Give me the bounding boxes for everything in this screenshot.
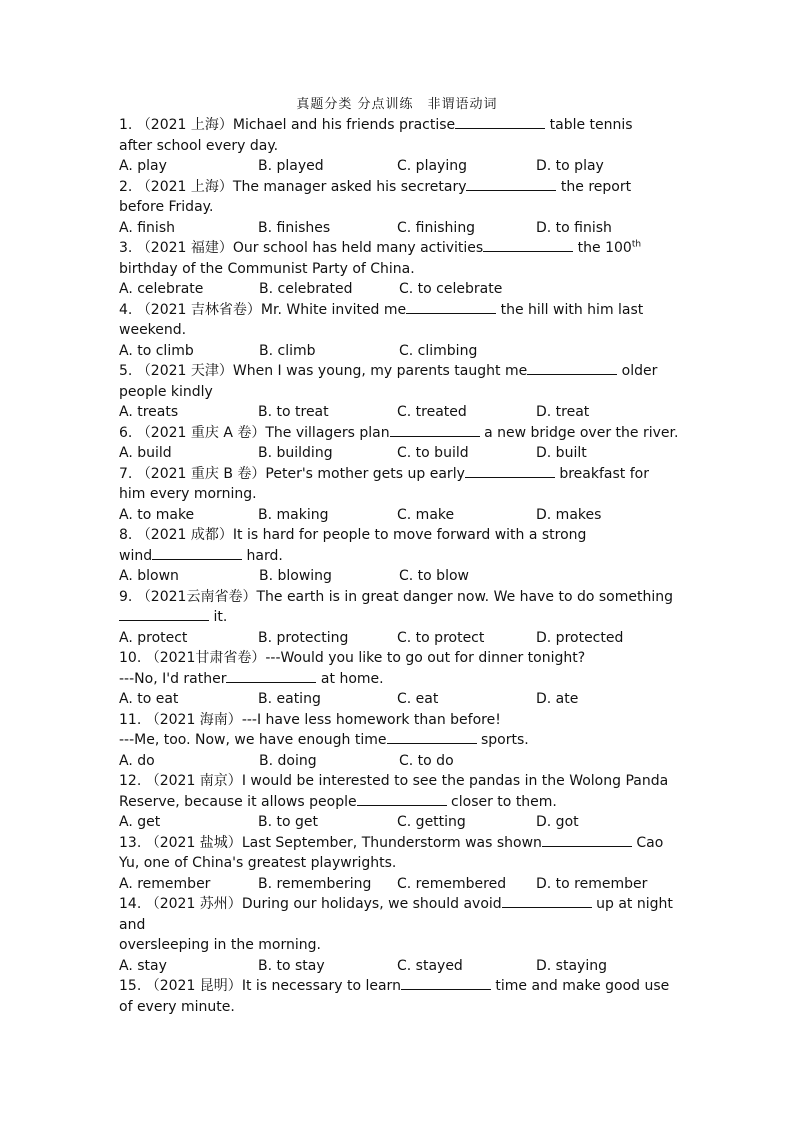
question-source: （2021 福建） (136, 240, 233, 256)
answer-option[interactable]: B. making (258, 506, 329, 523)
answer-blank[interactable] (465, 465, 555, 478)
question-source: （2021 重庆 A 卷） (136, 424, 266, 441)
question-number: 1. (119, 117, 137, 133)
answer-option[interactable]: B. remembering (258, 875, 372, 892)
question-text: ---Me, too. Now, we have enough time (119, 732, 387, 748)
question-number: 2. (119, 178, 137, 195)
question-item (119, 648, 675, 710)
question-text: breakfast for (554, 465, 649, 482)
answer-option[interactable]: A. to eat (119, 691, 179, 707)
question-source: （2021 海南） (145, 711, 242, 728)
question-text: the hill with him last (496, 301, 644, 318)
answer-option[interactable]: C. remembered (397, 875, 507, 892)
question-text: The villagers plan (265, 424, 390, 441)
question-text: at home. (316, 670, 384, 687)
question-continuation (119, 546, 675, 567)
question-continuation (119, 197, 675, 218)
answer-option[interactable]: C. climbing (399, 342, 478, 359)
question-number: 3. (119, 240, 137, 256)
question-source: （2021 上海） (136, 178, 233, 195)
question-text: I would be interested to see the pandas in the Wolong Panda (241, 773, 669, 789)
answer-option[interactable]: A. do (119, 752, 155, 769)
answer-option[interactable]: B. finishes (258, 219, 331, 236)
answer-blank[interactable] (357, 793, 447, 806)
answer-option[interactable]: C. make (397, 506, 455, 523)
answer-blank[interactable] (119, 608, 209, 621)
question-text: Cao (631, 834, 664, 851)
question-text: the 100 (573, 240, 632, 256)
question-item (119, 177, 675, 239)
options-row (119, 812, 675, 833)
question-first-line (119, 238, 675, 259)
answer-blank[interactable] (226, 670, 316, 683)
options-row (119, 341, 675, 362)
question-text: sports. (476, 732, 529, 748)
question-text: Michael and his friends practise (232, 117, 456, 133)
options-row (119, 218, 675, 239)
answer-option[interactable]: D. staying (536, 957, 607, 974)
question-item (119, 587, 675, 649)
question-text: him every morning. (119, 486, 257, 502)
options-row (119, 279, 675, 300)
answer-option[interactable]: D. treat (536, 404, 590, 420)
answer-option[interactable]: B. doing (259, 752, 317, 769)
answer-option[interactable]: B. protecting (258, 629, 349, 646)
question-first-line (119, 525, 675, 546)
question-number: 11. (119, 711, 146, 728)
question-text: ---I have less homework than before! (241, 711, 501, 728)
worksheet-content (119, 95, 679, 1017)
question-text: people kindly (119, 383, 213, 400)
answer-option[interactable]: A. stay (119, 957, 167, 974)
question-first-line (119, 115, 675, 136)
answer-option[interactable]: C. playing (397, 158, 467, 174)
question-continuation (119, 853, 675, 874)
question-number: 4. (119, 301, 137, 318)
question-text: Mr. White invited me (260, 301, 407, 318)
question-source: （2021云南省卷） (136, 588, 257, 605)
question-item (119, 710, 675, 772)
question-item (119, 833, 675, 895)
question-number: 5. (119, 363, 137, 379)
question-continuation (119, 915, 675, 936)
answer-option[interactable]: A. build (119, 445, 172, 461)
answer-option[interactable]: B. blowing (259, 568, 332, 584)
question-text: table tennis (545, 117, 633, 133)
answer-blank[interactable] (527, 362, 617, 375)
question-text: weekend. (119, 322, 187, 338)
answer-option[interactable]: C. to build (397, 445, 469, 461)
question-text: Peter's mother gets up early (265, 465, 465, 482)
question-text: Yu, one of China's greatest playwrights. (119, 855, 397, 871)
question-item (119, 361, 675, 423)
question-first-line (119, 833, 675, 854)
question-item (119, 525, 675, 587)
question-text: wind (119, 547, 153, 564)
question-item (119, 423, 679, 464)
page-title: 真题分类 分点训练 非谓语动词 (296, 97, 498, 112)
answer-option[interactable]: A. to climb (119, 342, 194, 359)
answer-option[interactable]: D. to play (536, 158, 604, 174)
question-text: It is hard for people to move forward with a strong (232, 527, 587, 543)
question-first-line (119, 587, 675, 608)
answer-option[interactable]: A. get (119, 814, 161, 830)
question-text: During our holidays, we should avoid (241, 896, 502, 912)
question-continuation (119, 669, 675, 690)
options-row (119, 443, 675, 464)
answer-option[interactable]: C. getting (397, 814, 466, 830)
answer-blank[interactable] (502, 895, 592, 908)
question-number: 6. (119, 424, 137, 441)
question-item (119, 464, 675, 526)
answer-blank[interactable] (401, 977, 491, 990)
question-continuation (119, 935, 675, 956)
options-row (119, 956, 675, 977)
question-text: hard. (242, 547, 283, 564)
question-first-line (119, 177, 675, 198)
question-text: When I was young, my parents taught me (232, 363, 528, 379)
answer-option[interactable]: D. ate (536, 691, 579, 707)
answer-blank[interactable] (390, 424, 480, 437)
answer-blank[interactable] (455, 116, 545, 129)
question-continuation (119, 320, 675, 341)
question-first-line (119, 710, 675, 731)
answer-option[interactable]: C. to blow (399, 568, 469, 584)
options-row (119, 751, 675, 772)
answer-option[interactable]: A. remember (119, 875, 211, 892)
question-first-line (119, 361, 675, 382)
question-continuation (119, 382, 675, 403)
answer-blank[interactable] (406, 301, 496, 314)
question-item (119, 976, 675, 1017)
question-number: 8. (119, 527, 137, 543)
question-item (119, 300, 675, 362)
question-continuation (119, 136, 675, 157)
question-first-line (119, 464, 675, 485)
question-source: （2021 天津） (136, 363, 233, 379)
answer-option[interactable]: C. eat (397, 691, 439, 707)
question-source: （2021 盐城） (145, 834, 242, 851)
answer-blank[interactable] (152, 547, 242, 560)
question-text: a new bridge over the river. (479, 424, 679, 441)
question-first-line (119, 300, 675, 321)
question-source: （2021甘肃省卷） (145, 650, 266, 666)
question-item (119, 894, 675, 976)
answer-option[interactable]: A. treats (119, 404, 179, 420)
question-item (119, 115, 675, 177)
answer-option[interactable]: C. to protect (397, 629, 485, 646)
question-text: time and make good use (490, 978, 670, 994)
answer-blank[interactable] (466, 178, 556, 191)
answer-option[interactable]: B. eating (258, 691, 321, 707)
question-text: It is necessary to learn (241, 978, 401, 994)
answer-option[interactable]: D. makes (536, 506, 602, 523)
question-text: before Friday. (119, 199, 214, 215)
answer-option[interactable]: B. to stay (258, 957, 325, 974)
question-source: （2021 苏州） (145, 896, 242, 912)
question-source: （2021 昆明） (145, 978, 242, 994)
question-text: ---No, I'd rather (119, 670, 227, 687)
answer-option[interactable]: C. treated (397, 404, 467, 420)
question-source: （2021 重庆 B 卷） (136, 465, 266, 482)
options-row (119, 566, 675, 587)
answer-option[interactable]: B. building (258, 445, 333, 461)
question-list (119, 115, 679, 1017)
answer-option[interactable]: B. played (258, 158, 324, 174)
answer-option[interactable]: A. celebrate (119, 281, 204, 297)
answer-option[interactable]: C. stayed (397, 957, 463, 974)
superscript: th (631, 239, 642, 250)
question-item (119, 238, 675, 300)
options-row (119, 505, 675, 526)
question-text: Reserve, because it allows people (119, 793, 357, 810)
question-continuation (119, 607, 675, 628)
question-text: and (119, 916, 146, 933)
answer-blank[interactable] (483, 239, 573, 252)
options-row (119, 402, 675, 423)
question-text: Our school has held many activities (232, 240, 484, 256)
question-number: 15. (119, 978, 146, 994)
question-text: ---Would you like to go out for dinner tonight? (265, 650, 586, 666)
question-continuation (119, 730, 675, 751)
question-source: （2021 吉林省卷） (136, 301, 261, 318)
options-row (119, 874, 675, 895)
question-source: （2021 南京） (145, 773, 242, 789)
question-text: older (617, 363, 658, 379)
question-text: of every minute. (119, 998, 235, 1015)
question-first-line (119, 771, 675, 792)
options-row (119, 156, 675, 177)
options-row (119, 628, 675, 649)
question-text: The earth is in great danger now. We have to do something (256, 588, 673, 605)
question-continuation (119, 997, 675, 1018)
answer-option[interactable]: B. climb (259, 342, 316, 359)
question-source: （2021 上海） (136, 117, 233, 133)
answer-option[interactable]: D. to remember (536, 875, 648, 892)
question-number: 10. (119, 650, 146, 666)
question-number: 7. (119, 465, 137, 482)
question-text: birthday of the Communist Party of China. (119, 260, 415, 277)
question-text: the report (556, 178, 632, 195)
answer-blank[interactable] (542, 834, 632, 847)
question-text: up at night (591, 896, 673, 912)
question-text: oversleeping in the morning. (119, 937, 321, 953)
answer-option[interactable]: A. finish (119, 219, 175, 236)
answer-option[interactable]: C. to do (399, 752, 454, 769)
question-continuation (119, 792, 675, 813)
answer-option[interactable]: C. finishing (397, 219, 476, 236)
question-number: 13. (119, 834, 146, 851)
question-text: closer to them. (446, 793, 557, 810)
question-text: after school every day. (119, 137, 279, 154)
answer-option[interactable]: D. got (536, 814, 579, 830)
answer-option[interactable]: A. blown (119, 568, 179, 584)
answer-option[interactable]: A. play (119, 158, 167, 174)
answer-option[interactable]: B. celebrated (259, 281, 353, 297)
question-text: The manager asked his secretary (232, 178, 467, 195)
question-first-line (119, 423, 679, 444)
answer-option[interactable]: D. built (536, 445, 587, 461)
answer-option[interactable]: D. protected (536, 629, 624, 646)
question-first-line (119, 648, 675, 669)
question-number: 12. (119, 773, 146, 789)
question-first-line (119, 894, 675, 915)
question-first-line (119, 976, 675, 997)
question-number: 9. (119, 588, 137, 605)
answer-option[interactable]: B. to treat (258, 404, 329, 420)
question-source: （2021 成都） (136, 527, 233, 543)
answer-option[interactable]: C. to celebrate (399, 281, 503, 297)
answer-option[interactable]: A. protect (119, 629, 188, 646)
question-continuation (119, 484, 675, 505)
question-number: 14. (119, 896, 146, 912)
answer-option[interactable]: B. to get (258, 814, 318, 830)
options-row (119, 689, 675, 710)
answer-option[interactable]: A. to make (119, 506, 195, 523)
question-text: it. (209, 609, 228, 625)
answer-blank[interactable] (387, 731, 477, 744)
question-continuation (119, 259, 675, 280)
question-text: Last September, Thunderstorm was shown (241, 834, 542, 851)
answer-option[interactable]: D. to finish (536, 219, 612, 236)
question-item (119, 771, 675, 833)
